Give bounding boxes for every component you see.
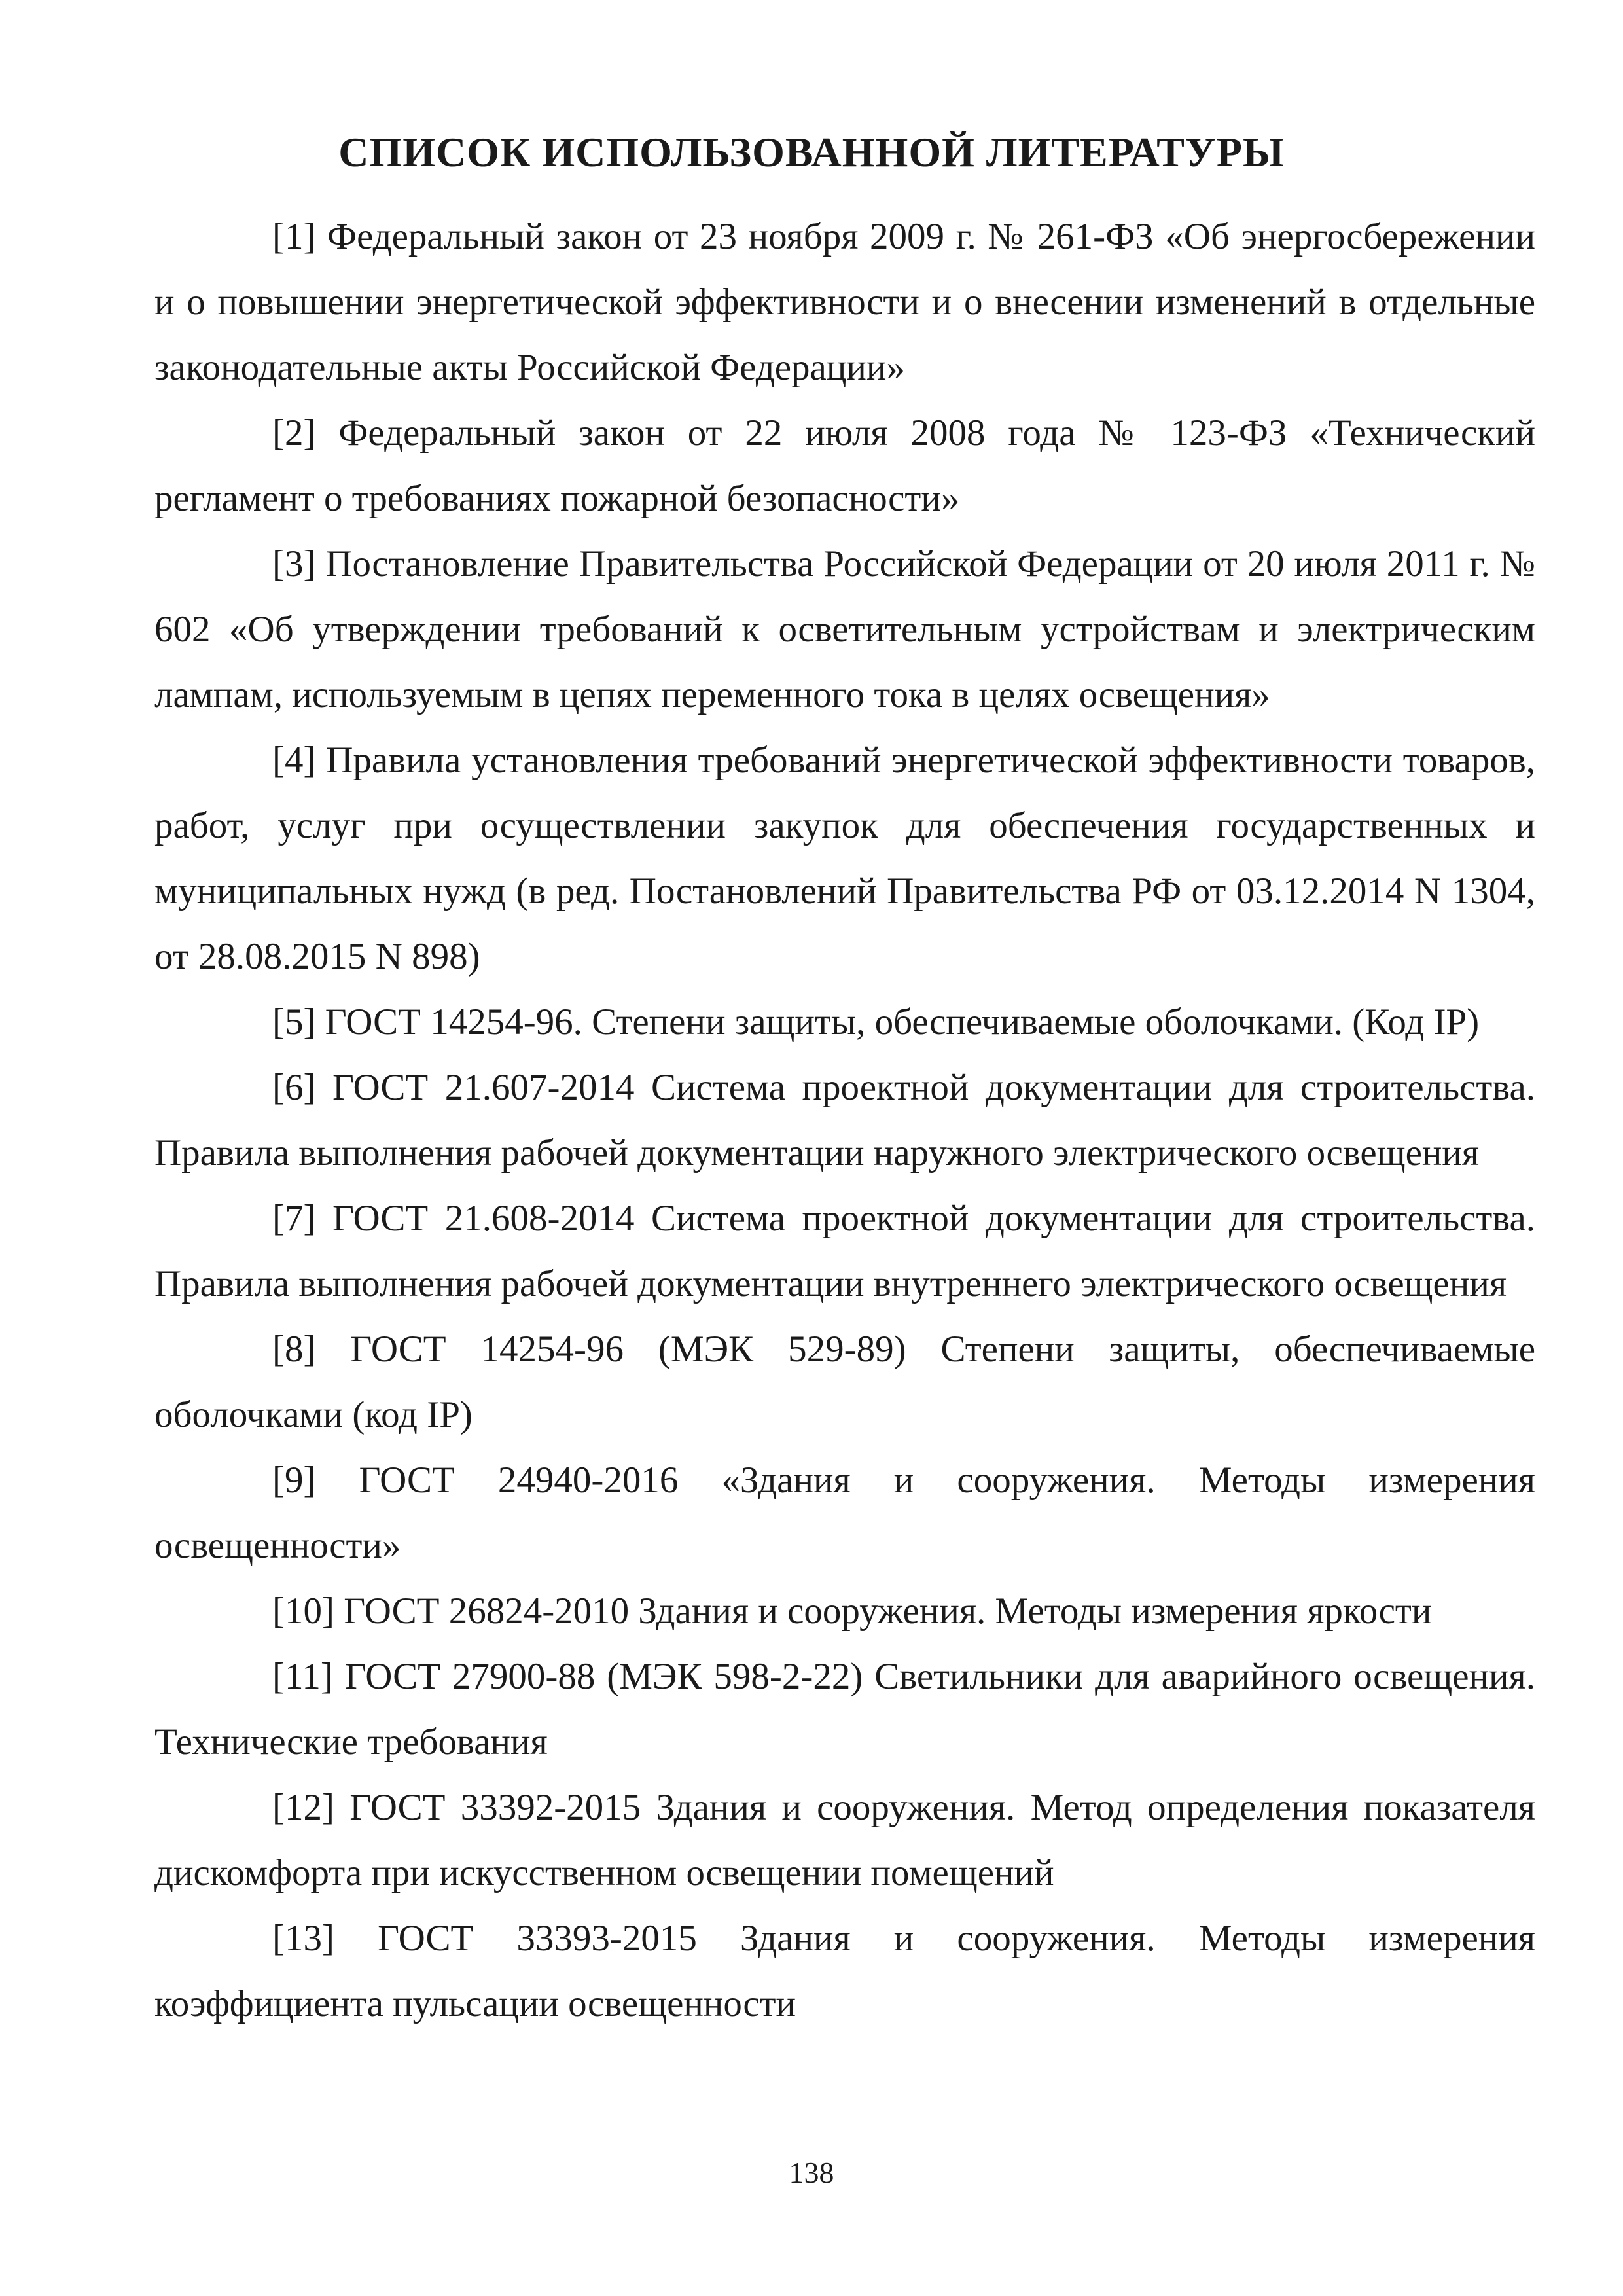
reference-item-5: [5] ГОСТ 14254-96. Степени защиты, обеспечиваемые оболочками. (Код IP) bbox=[272, 1001, 1480, 1043]
reference-item-12: [12] ГОСТ 33392-2015 Здания и сооружения. Метод определения показателя дискомфорта при искусственном освещении помещений bbox=[154, 1787, 1535, 1893]
page-title: СПИСОК ИСПОЛЬЗОВАННОЙ ЛИТЕРАТУРЫ bbox=[338, 129, 1285, 175]
reference-item-7: [7] ГОСТ 21.608-2014 Система проектной документации для строительства. Правила выполнения рабочей документации внутреннего электрического освещения bbox=[154, 1198, 1535, 1304]
reference-item-4: [4] Правила установления требований энергетической эффективности товаров, работ, услуг при осуществлении закупок для обеспечения государственных и муниципальных нужд (в ред. Постановлений Правительства РФ от 03.12.2014 N 1304, от 28.08.2015 N 898) bbox=[154, 740, 1535, 977]
reference-item-8: [8] ГОСТ 14254-96 (МЭК 529-89) Степени защиты, обеспечиваемые оболочками (код IP) bbox=[154, 1329, 1535, 1435]
reference-item-10: [10] ГОСТ 26824-2010 Здания и сооружения. Методы измерения яркости bbox=[272, 1590, 1432, 1632]
reference-list bbox=[154, 204, 1535, 2037]
reference-item-6: [6] ГОСТ 21.607-2014 Система проектной документации для строительства. Правила выполнения рабочей документации наружного электрического освещения bbox=[154, 1067, 1535, 1174]
reference-item-3: [3] Постановление Правительства Российской Федерации от 20 июля 2011 г. № 602 «Об утверждении требований к осветительным устройствам и электрическим лампам, используемым в цепях переменного тока в целях освещения» bbox=[154, 543, 1535, 715]
reference-item-2: [2] Федеральный закон от 22 июля 2008 года № 123-ФЗ «Технический регламент о требованиях пожарной безопасности» bbox=[154, 412, 1535, 519]
reference-item-9: [9] ГОСТ 24940-2016 «Здания и сооружения. Методы измерения освещенности» bbox=[154, 1460, 1535, 1566]
reference-item-11: [11] ГОСТ 27900-88 (МЭК 598-2-22) Светильники для аварийного освещения. Технические требования bbox=[154, 1656, 1535, 1763]
reference-item-1: [1] Федеральный закон от 23 ноября 2009 г. № 261-ФЗ «Об энергосбережении и о повышении энергетической эффективности и о внесении изменений в отдельные законодательные акты Российской Федерации» bbox=[154, 216, 1535, 388]
page-number: 138 bbox=[789, 2156, 834, 2189]
reference-item-13: [13] ГОСТ 33393-2015 Здания и сооружения. Методы измерения коэффициента пульсации освещенности bbox=[154, 1918, 1535, 2024]
